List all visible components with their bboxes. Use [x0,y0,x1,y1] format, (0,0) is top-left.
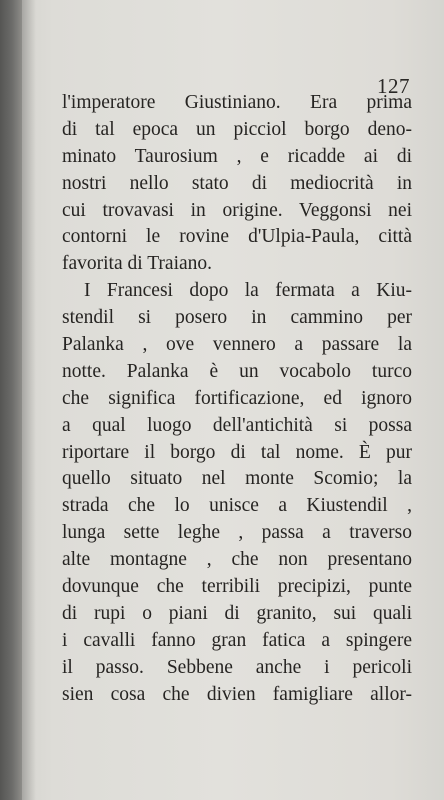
paragraph-start-line: I Francesi dopo la fermata a Kiu- [84,280,412,302]
text-line: Palanka , ove vennero a passare la [62,334,412,356]
spine-shadow [22,0,36,800]
text-line: notte. Palanka è un vocabolo turco [62,360,412,382]
text-line: il passo. Sebbene anche i pericoli [62,656,412,678]
book-spine [0,0,22,800]
text-line: i cavalli fanno gran fatica a spingere [62,629,412,651]
text-line: favorita di Traiano. [62,253,213,275]
text-line: strada che lo unisce a Kiustendil , [62,495,412,517]
text-line: l'imperatore Giustiniano. Era prima [62,92,412,113]
text-line: che significa fortificazione, ed ignoro [62,387,412,409]
text-line: di rupi o piani di granito, sui quali [62,602,412,624]
text-line: quello situato nel monte Scomio; la [62,468,412,490]
text-line: alte montagne , che non presentano [62,549,412,571]
text-line: dovunque che terribili precipizi, punte [62,576,412,598]
text-line: di tal epoca un picciol borgo deno- [62,118,412,140]
text-line: sien cosa che divien famigliare allor- [62,683,412,705]
body-text [62,90,412,708]
page-number: 127 [377,74,410,98]
text-line: nostri nello stato di mediocrità in [62,172,412,194]
text-line: riportare il borgo di tal nome. È pur [62,441,412,463]
text-line: a qual luogo dell'antichità si possa [62,414,412,436]
text-line: minato Taurosium , e ricadde ai di [62,145,412,167]
text-line: cui trovavasi in origine. Veggonsi nei [62,199,412,221]
text-line: contorni le rovine d'Ulpia-Paula, città [62,226,412,248]
text-line: stendil si posero in cammino per [62,307,412,329]
text-line: lunga sette leghe , passa a traverso [62,522,412,544]
